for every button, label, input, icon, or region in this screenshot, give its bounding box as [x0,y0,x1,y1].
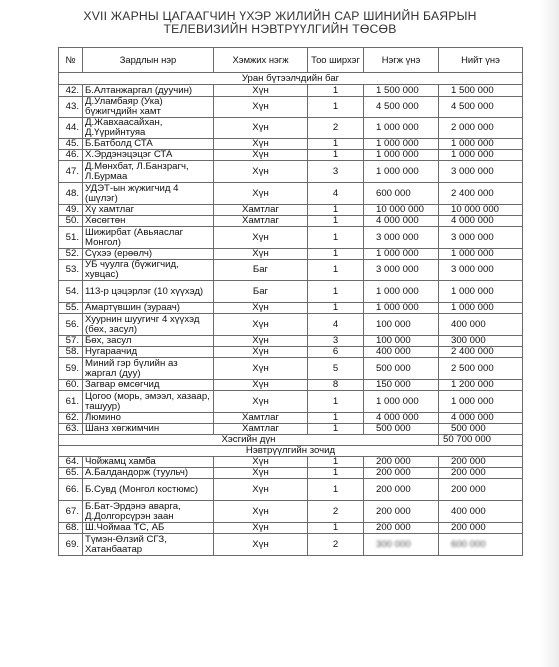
item-name: Цогоо (морь, эмээл, хазаар, ташуур) [83,391,214,413]
item-name: Миний гэр бүлийн аз жаргал (дуу) [83,358,214,380]
item-total: 400 000 [439,501,523,523]
table-row [59,97,523,118]
item-unit: Хамтлаг [214,413,308,424]
table-row [59,260,523,281]
item-total: 3 000 000 [439,260,523,281]
item-unit-price: 500 000 [364,358,439,380]
table-row [59,85,523,97]
table-row [59,501,523,523]
item-unit: Баг [214,260,308,281]
table-row [59,391,523,413]
item-unit: Хүн [214,457,308,468]
item-unit-price: 1 000 000 [364,139,439,150]
item-unit-price: 600 000 [364,183,439,205]
row-number: 44. [59,118,83,139]
table-row [59,227,523,249]
item-name: Шанз хөгжимчин [83,424,214,435]
watermark-cover [448,598,508,618]
table-row [59,347,523,358]
item-unit: Хүн [214,183,308,205]
row-number: 52. [59,249,83,260]
title-line-1: XVII ЖАРНЫ ЦАГААГЧИН ҮХЭР ЖИЛИЙН САР ШИНИЙН БАЯРЫН [83,9,477,23]
item-name: Шижирбат (Авьяаслаг Монгол) [83,227,214,249]
item-unit: Хүн [214,227,308,249]
budget-table [58,47,523,556]
row-number: 66. [59,479,83,501]
row-number: 43. [59,97,83,118]
item-total: 500 000 [439,424,523,435]
item-total: 1 500 000 [439,85,523,97]
item-name: УДЭТ-ын жүжигчид 4 (шүлэг) [83,183,214,205]
item-unit: Хүн [214,303,308,314]
row-number: 48. [59,183,83,205]
item-quantity: 8 [308,380,364,391]
row-number: 47. [59,161,83,183]
item-unit-price: 3 000 000 [364,227,439,249]
item-total: 3 000 000 [439,161,523,183]
table-row [59,205,523,216]
item-total: 1 000 000 [439,249,523,260]
item-name: Б.Алтанжаргал (дуучин) [83,85,214,97]
item-unit-price: 1 000 000 [364,118,439,139]
item-quantity: 1 [308,523,364,534]
title-line-2: ТЕЛЕВИЗИЙН НЭВТРҮҮЛГИЙН ТӨСӨВ [163,22,397,36]
item-total: 1 200 000 [439,380,523,391]
item-quantity: 1 [308,281,364,303]
item-unit: Хамтлаг [214,216,308,227]
item-total: 600 000 [439,534,523,556]
row-number: 55. [59,303,83,314]
item-total: 4 000 000 [439,413,523,424]
item-name: Б.Сувд (Монгол костюмс) [83,479,214,501]
item-total: 400 000 [439,314,523,336]
item-total: 2 400 000 [439,183,523,205]
item-name: Бөх, засул [83,336,214,347]
item-name: А.Балдандорж (туульч) [83,468,214,479]
item-unit-price: 3 000 000 [364,260,439,281]
item-unit-price: 400 000 [364,347,439,358]
item-unit: Хүн [214,358,308,380]
item-quantity: 4 [308,314,364,336]
item-unit-price: 200 000 [364,523,439,534]
item-name: 113-р цэцэрлэг (10 хүүхэд) [83,281,214,303]
table-row [59,281,523,303]
item-unit-price: 1 000 000 [364,249,439,260]
item-quantity: 1 [308,413,364,424]
item-unit: Хүн [214,347,308,358]
item-unit: Баг [214,281,308,303]
header-total: Нийт үнэ [439,48,523,73]
table-row [59,468,523,479]
item-total: 2 400 000 [439,347,523,358]
table-row [59,457,523,468]
item-quantity: 3 [308,161,364,183]
table-row [59,314,523,336]
header-name: Зардлын нэр [83,48,214,73]
item-unit-price: 200 000 [364,479,439,501]
item-quantity: 1 [308,260,364,281]
item-unit-price: 100 000 [364,336,439,347]
row-number: 59. [59,358,83,380]
table-row [59,336,523,347]
row-number: 46. [59,150,83,161]
item-total: 200 000 [439,457,523,468]
item-name: Түмэн-Өлзий СГЗ, Хатанбаатар [83,534,214,556]
item-quantity: 1 [308,391,364,413]
item-total: 300 000 [439,336,523,347]
page-edge-shadow [540,0,559,667]
item-name: Х.Эрдэнэцэцэг СТА [83,150,214,161]
row-number: 42. [59,85,83,97]
item-unit-price: 1 000 000 [364,391,439,413]
table-row [59,523,523,534]
item-unit-price: 4 000 000 [364,413,439,424]
subtotal-row [59,435,523,446]
table-row [59,139,523,150]
row-number: 58. [59,347,83,358]
row-number: 56. [59,314,83,336]
item-name: Люмино [83,413,214,424]
table-row [59,479,523,501]
table-row [59,424,523,435]
item-name: Хөсөгтөн [83,216,214,227]
item-name: Нугараачид [83,347,214,358]
item-unit-price: 4 500 000 [364,97,439,118]
table-row [59,358,523,380]
item-unit: Хамтлаг [214,205,308,216]
table-header-row [59,48,523,73]
item-total: 200 000 [439,468,523,479]
item-unit-price: 1 000 000 [364,161,439,183]
item-unit: Хүн [214,139,308,150]
row-number: 51. [59,227,83,249]
row-number: 61. [59,391,83,413]
item-unit: Хүн [214,336,308,347]
item-unit: Хүн [214,85,308,97]
item-quantity: 1 [308,139,364,150]
row-number: 69. [59,534,83,556]
item-quantity: 1 [308,227,364,249]
item-unit: Хүн [214,479,308,501]
item-quantity: 5 [308,358,364,380]
table-row [59,118,523,139]
item-total: 200 000 [439,479,523,501]
item-quantity: 1 [308,97,364,118]
item-unit: Хүн [214,391,308,413]
item-total: 4 000 000 [439,216,523,227]
item-total: 2 000 000 [439,118,523,139]
item-name: Ш.Чоймаа ТС, АБ [83,523,214,534]
item-name: Чойжамц хамба [83,457,214,468]
item-unit: Хүн [214,161,308,183]
item-total: 1 000 000 [439,391,523,413]
item-total: 200 000 [439,523,523,534]
row-number: 54. [59,281,83,303]
item-quantity: 1 [308,468,364,479]
item-unit: Хүн [214,97,308,118]
header-no: № [59,48,83,73]
item-unit-price: 200 000 [364,468,439,479]
item-name: Д.Уламбаяр (Ука) бүжигчдийн хамт [83,97,214,118]
item-quantity: 1 [308,457,364,468]
item-unit: Хүн [214,118,308,139]
section-row [59,73,523,85]
section-title: Нэвтрүүлгийн зочид [59,446,523,457]
row-number: 62. [59,413,83,424]
table-row [59,183,523,205]
item-unit: Хүн [214,249,308,260]
item-name: УБ чуулга (бүжигчид, хувцас) [83,260,214,281]
item-quantity: 1 [308,479,364,501]
table-row [59,303,523,314]
item-quantity: 1 [308,205,364,216]
item-total: 1 000 000 [439,139,523,150]
row-number: 57. [59,336,83,347]
row-number: 67. [59,501,83,523]
item-unit: Хүн [214,150,308,161]
item-total: 1 000 000 [439,281,523,303]
header-qty: Тоо ширхэг [308,48,364,73]
row-number: 64. [59,457,83,468]
row-number: 63. [59,424,83,435]
item-unit-price: 1 000 000 [364,150,439,161]
document-title [40,10,520,36]
item-name: Хуурнин шуугичг 4 хүүхэд (бөх, засул) [83,314,214,336]
item-quantity: 2 [308,118,364,139]
item-name: Д.Жавхаасайхан, Д.Үүрийнтуяа [83,118,214,139]
item-name: Д.Мөнхбат, Л.Банзрагч, Л.Бурмаа [83,161,214,183]
item-quantity: 1 [308,249,364,260]
item-quantity: 6 [308,347,364,358]
item-unit: Хүн [214,534,308,556]
row-number: 68. [59,523,83,534]
item-unit: Хүн [214,468,308,479]
row-number: 60. [59,380,83,391]
item-quantity: 1 [308,424,364,435]
row-number: 49. [59,205,83,216]
item-unit-price: 300 000 [364,534,439,556]
table-row [59,413,523,424]
item-unit: Хүн [214,523,308,534]
section-title: Уран бүтээлчдийн баг [59,73,523,85]
item-name: Загвар өмсөгчид [83,380,214,391]
item-unit-price: 200 000 [364,457,439,468]
item-name: Б.Батболд СТА [83,139,214,150]
item-quantity: 1 [308,216,364,227]
header-unit: Хэмжих нэгж [214,48,308,73]
item-unit-price: 4 000 000 [364,216,439,227]
item-unit-price: 100 000 [364,314,439,336]
item-total: 1 000 000 [439,303,523,314]
item-unit-price: 1 000 000 [364,303,439,314]
item-total: 10 000 000 [439,205,523,216]
table-row [59,150,523,161]
item-quantity: 4 [308,183,364,205]
item-quantity: 2 [308,501,364,523]
item-unit-price: 1 500 000 [364,85,439,97]
item-unit-price: 500 000 [364,424,439,435]
item-total: 1 000 000 [439,150,523,161]
item-unit-price: 150 000 [364,380,439,391]
header-unit-price: Нэгж үнэ [364,48,439,73]
item-unit: Хамтлаг [214,424,308,435]
row-number: 65. [59,468,83,479]
item-unit: Хүн [214,501,308,523]
item-quantity: 1 [308,150,364,161]
table-row [59,380,523,391]
item-quantity: 1 [308,85,364,97]
item-quantity: 1 [308,303,364,314]
table-row [59,161,523,183]
item-quantity: 3 [308,336,364,347]
row-number: 53. [59,260,83,281]
row-number: 45. [59,139,83,150]
item-total: 3 000 000 [439,227,523,249]
item-name: Сүхээ (ерөөлч) [83,249,214,260]
item-unit-price: 10 000 000 [364,205,439,216]
table-row [59,249,523,260]
item-unit: Хүн [214,380,308,391]
item-name: Амартүвшин (зураач) [83,303,214,314]
item-unit: Хүн [214,314,308,336]
item-name: Б.Бат-Эрдэнэ аварга, Д.Долгорсүрэн заан [83,501,214,523]
section-row [59,446,523,457]
item-total: 4 500 000 [439,97,523,118]
subtotal-label: Хэсгийн дүн [59,435,439,446]
table-row [59,534,523,556]
item-name: Хү хамтлаг [83,205,214,216]
subtotal-value: 50 700 000 [439,435,523,446]
item-quantity: 2 [308,534,364,556]
item-total: 2 500 000 [439,358,523,380]
row-number: 50. [59,216,83,227]
item-unit-price: 200 000 [364,501,439,523]
table-row [59,216,523,227]
item-unit-price: 1 000 000 [364,281,439,303]
